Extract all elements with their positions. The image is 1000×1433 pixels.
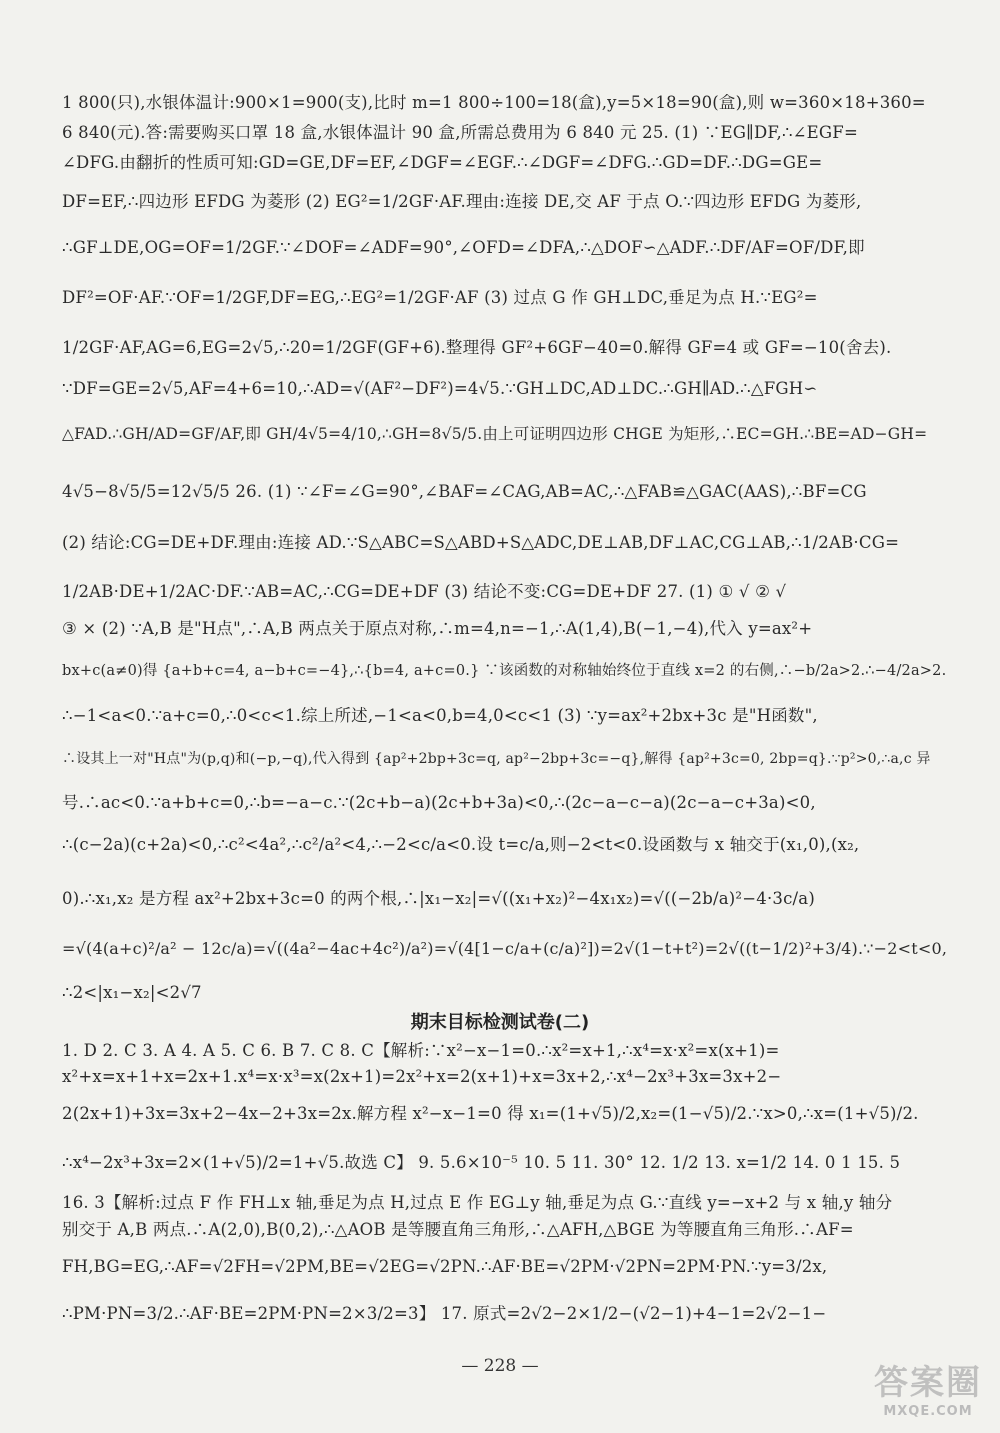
text-line: 1/2GF·AF,AG=6,EG=2√5,∴20=1/2GF(GF+6).整理得 GF²+6GF−40=0.解得 GF=4 或 GF=−10(舍去). bbox=[62, 338, 892, 357]
text-line: 6 840(元).答:需要购买口罩 18 盒,水银体温计 90 盒,所需总费用为 6 840 元 25. (1) ∵EG∥DF,∴∠EGF= bbox=[62, 123, 858, 142]
text-line: =√(4(a+c)²/a² − 12c/a)=√((4a²−4ac+4c²)/a²)=√(4[1−c/a+(c/a)²])=2√(1−t+t²)=2√((t−1/2)²+3/4).∵−2<t<0, bbox=[62, 939, 948, 958]
text-line: ③ × (2) ∵A,B 是"H点",∴A,B 两点关于原点对称,∴m=4,n=−1,∴A(1,4),B(−1,−4),代入 y=ax²+ bbox=[62, 619, 813, 638]
text-line: DF=EF,∴四边形 EFDG 为菱形 (2) EG²=1/2GF·AF.理由:连接 DE,交 AF 于点 O.∵四边形 EFDG 为菱形, bbox=[62, 192, 862, 211]
text-line: ∴(c−2a)(c+2a)<0,∴c²<4a²,∴c²/a²<4,∴−2<c/a<0.设 t=c/a,则−2<t<0.设函数与 x 轴交于(x₁,0),(x₂, bbox=[62, 835, 860, 854]
text-line: 1/2AB·DE+1/2AC·DF.∵AB=AC,∴CG=DE+DF (3) 结论不变:CG=DE+DF 27. (1) ① √ ② √ bbox=[62, 582, 787, 601]
text-line: x²+x=x+1+x=2x+1.x⁴=x·x³=x(2x+1)=2x²+x=2(x+1)+x=3x+2,∴x⁴−2x³+3x=3x+2− bbox=[62, 1067, 782, 1086]
text-line: ∴设其上一对"H点"为(p,q)和(−p,−q),代入得到 {ap²+2bp+3c=q, ap²−2bp+3c=−q},解得 {ap²+3c=0, 2bp=q}.∵p²>0,∴a,c 异 bbox=[62, 751, 931, 767]
text-line: ∴x⁴−2x³+3x=2×(1+√5)/2=1+√5.故选 C】 9. 5.6×10⁻⁵ 10. 5 11. 30° 12. 1/2 13. x=1/2 14. 0 1 15. 5 bbox=[62, 1153, 901, 1172]
text-line: ∴GF⊥DE,OG=OF=1/2GF.∵∠DOF=∠ADF=90°,∠OFD=∠DFA,∴△DOF∽△ADF.∴DF/AF=OF/DF,即 bbox=[62, 238, 865, 257]
text-line: 2(2x+1)+3x=3x+2−4x−2+3x=2x.解方程 x²−x−1=0 得 x₁=(1+√5)/2,x₂=(1−√5)/2.∵x>0,∴x=(1+√5)/2. bbox=[62, 1104, 919, 1123]
text-line: 16. 3【解析:过点 F 作 FH⊥x 轴,垂足为点 H,过点 E 作 EG⊥y 轴,垂足为点 G.∵直线 y=−x+2 与 x 轴,y 轴分 bbox=[62, 1193, 893, 1212]
text-line: ∴2<|x₁−x₂|<2√7 bbox=[62, 983, 202, 1002]
text-line: ∠DFG.由翻折的性质可知:GD=GE,DF=EF,∠DGF=∠EGF.∴∠DGF=∠DFG.∴GD=DF.∴DG=GE= bbox=[62, 153, 823, 172]
text-line: ∴−1<a<0.∵a+c=0,∴0<c<1.综上所述,−1<a<0,b=4,0<c<1 (3) ∵y=ax²+2bx+3c 是"H函数", bbox=[62, 706, 818, 725]
text-line: ∵DF=GE=2√5,AF=4+6=10,∴AD=√(AF²−DF²)=4√5.∵GH⊥DC,AD⊥DC.∴GH∥AD.∴△FGH∽ bbox=[62, 379, 818, 398]
watermark-main: 答案圈 bbox=[874, 1363, 982, 1403]
text-line: FH,BG=EG,∴AF=√2FH=√2PM,BE=√2EG=√2PN.∴AF·BE=√2PM·√2PN=2PM·PN.∵y=3/2x, bbox=[62, 1257, 828, 1276]
text-line: bx+c(a≠0)得 {a+b+c=4, a−b+c=−4},∴{b=4, a+c=0.} ∵该函数的对称轴始终位于直线 x=2 的右侧,∴−b/2a>2.∴−4/2a>2. bbox=[62, 663, 947, 679]
watermark-sub: MXQE.COM bbox=[883, 1404, 973, 1419]
text-line: DF²=OF·AF.∵OF=1/2GF,DF=EG,∴EG²=1/2GF·AF (3) 过点 G 作 GH⊥DC,垂足为点 H.∵EG²= bbox=[62, 288, 818, 307]
text-line: 0).∴x₁,x₂ 是方程 ax²+2bx+3c=0 的两个根,∴|x₁−x₂|=√((x₁+x₂)²−4x₁x₂)=√((−2b/a)²−4·3c/a) bbox=[62, 889, 815, 908]
text-line: △FAD.∴GH/AD=GF/AF,即 GH/4√5=4/10,∴GH=8√5/5.由上可证明四边形 CHGE 为矩形,∴EC=GH.∴BE=AD−GH= bbox=[62, 425, 928, 443]
text-line: ∴PM·PN=3/2.∴AF·BE=2PM·PN=2×3/2=3】 17. 原式=2√2−2×1/2−(√2−1)+4−1=2√2−1− bbox=[62, 1304, 827, 1323]
text-line: (2) 结论:CG=DE+DF.理由:连接 AD.∵S△ABC=S△ABD+S△ADC,DE⊥AB,DF⊥AC,CG⊥AB,∴1/2AB·CG= bbox=[62, 533, 900, 552]
text-line: 号.∴ac<0.∵a+b+c=0,∴b=−a−c.∵(2c+b−a)(2c+b+3a)<0,∴(2c−a−c−a)(2c−a−c+3a)<0, bbox=[62, 793, 816, 812]
page-number: — 228 — bbox=[461, 1356, 539, 1376]
text-line: 别交于 A,B 两点.∴A(2,0),B(0,2),∴△AOB 是等腰直角三角形,∴△AFH,△BGE 为等腰直角三角形.∴AF= bbox=[62, 1220, 854, 1239]
text-line: 1 800(只),水银体温计:900×1=900(支),比时 m=1 800÷100=18(盒),y=5×18=90(盒),则 w=360×18+360= bbox=[62, 93, 926, 112]
watermark-logo bbox=[874, 1355, 982, 1419]
text-line: 1. D 2. C 3. A 4. A 5. C 6. B 7. C 8. C【解析:∵x²−x−1=0.∴x²=x+1,∴x⁴=x·x²=x(x+1)= bbox=[62, 1041, 780, 1060]
text-line: 4√5−8√5/5=12√5/5 26. (1) ∵∠F=∠G=90°,∠BAF=∠CAG,AB=AC,∴△FAB≌△GAC(AAS),∴BF=CG bbox=[62, 482, 867, 501]
section-title: 期末目标检测试卷(二) bbox=[410, 1012, 590, 1033]
